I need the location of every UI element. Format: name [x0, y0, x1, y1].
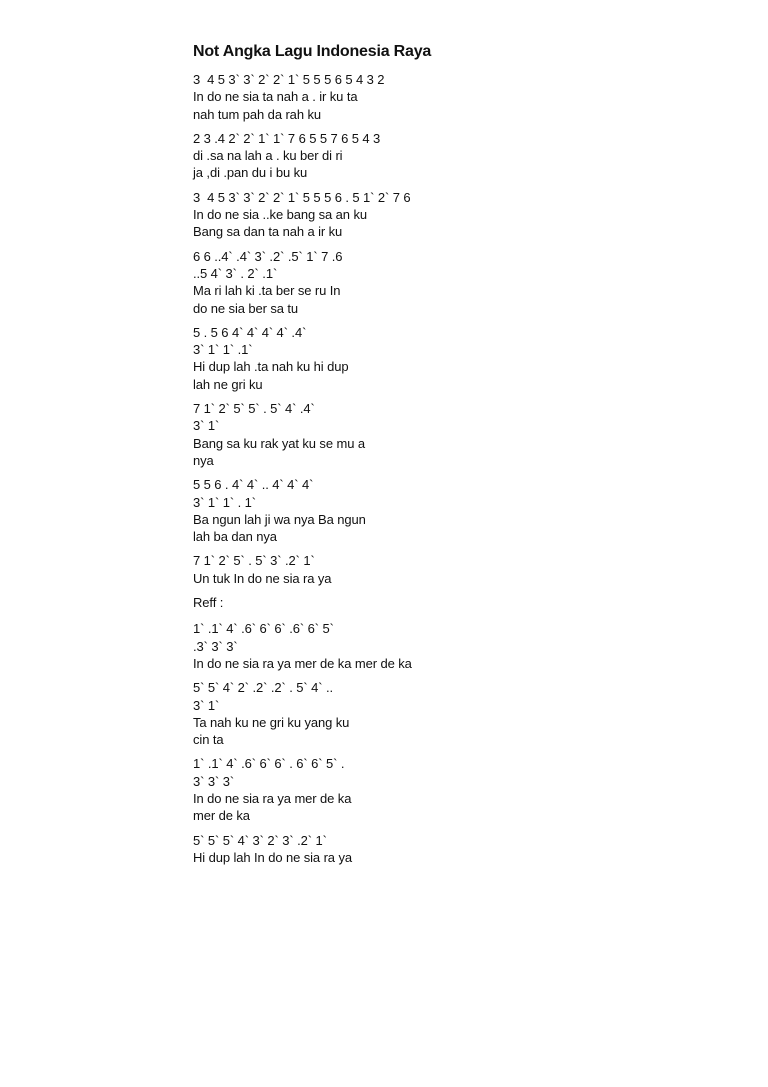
notation-line: 5 5 6 . 4` 4` .. 4` 4` 4`	[193, 477, 314, 493]
lyric-line: mer de ka	[193, 808, 250, 824]
lyric-line: Ba ngun lah ji wa nya Ba ngun	[193, 511, 366, 527]
song-sheet	[193, 42, 713, 873]
lyric-line: lah ne gri ku	[193, 376, 263, 392]
notation-line: 7 1` 2` 5` 5` . 5` 4` .4`	[193, 401, 315, 417]
lyric-line: cin ta	[193, 732, 224, 748]
notation-line: 3` 1`	[193, 697, 220, 713]
lyric-line: Bang sa dan ta nah a ir ku	[193, 224, 343, 240]
notation-line: 3` 3` 3`	[193, 773, 235, 789]
reff-label-block	[193, 594, 713, 611]
verse-6	[193, 400, 713, 469]
lyric-line: In do ne sia ra ya mer de ka mer de ka	[193, 655, 412, 671]
verse-7	[193, 476, 713, 545]
verse-8	[193, 552, 713, 587]
notation-line: ..5 4` 3` . 2` .1`	[193, 265, 278, 281]
notation-line: 5 . 5 6 4` 4` 4` 4` .4`	[193, 324, 307, 340]
verse-9	[193, 620, 713, 672]
lyric-line: Ma ri lah ki .ta ber se ru In	[193, 283, 341, 299]
lyric-line: Hi dup lah In do ne sia ra ya	[193, 849, 352, 865]
reff-label: Reff :	[193, 595, 224, 611]
verse-12	[193, 832, 713, 867]
lyric-line: nah tum pah da rah ku	[193, 106, 321, 122]
lyric-line: ja ,di .pan du i bu ku	[193, 165, 308, 181]
lyric-line: nya	[193, 452, 214, 468]
lyric-line: In do ne sia ra ya mer de ka	[193, 790, 352, 806]
lyric-line: Ta nah ku ne gri ku yang ku	[193, 714, 350, 730]
verse-5	[193, 324, 713, 393]
lyric-line: Bang sa ku rak yat ku se mu a	[193, 435, 365, 451]
lyric-line: lah ba dan nya	[193, 529, 277, 545]
lyric-line: do ne sia ber sa tu	[193, 300, 299, 316]
notation-line: .3` 3` 3`	[193, 638, 238, 654]
lyric-line: di .sa na lah a . ku ber di ri	[193, 148, 343, 164]
verse-2	[193, 130, 713, 182]
notation-line: 5` 5` 5` 4` 3` 2` 3` .2` 1`	[193, 832, 327, 848]
verse-4	[193, 248, 713, 317]
verse-10	[193, 679, 713, 748]
lyric-line: In do ne sia ta nah a . ir ku ta	[193, 89, 358, 105]
notation-line: 3` 1` 1` . 1`	[193, 494, 256, 510]
notation-line: 3 4 5 3` 3` 2` 2` 1` 5 5 5 6 5 4 3 2	[193, 72, 385, 87]
lyric-line: Hi dup lah .ta nah ku hi dup	[193, 359, 349, 375]
verse-3	[193, 189, 713, 241]
verse-1	[193, 71, 713, 123]
notation-line: 3` 1`	[193, 418, 220, 434]
notation-line: 7 1` 2` 5` . 5` 3` .2` 1`	[193, 553, 315, 569]
notation-line: 3 4 5 3` 3` 2` 2` 1` 5 5 5 6 . 5 1` 2` 7 6	[193, 189, 411, 205]
notation-line: 6 6 ..4` .4` 3` .2` .5` 1` 7 .6	[193, 248, 343, 264]
notation-line: 5` 5` 4` 2` .2` .2` . 5` 4` ..	[193, 680, 334, 696]
notation-line: 1` .1` 4` .6` 6` 6` .6` 6` 5`	[193, 621, 334, 637]
notation-line: 3` 1` 1` .1`	[193, 342, 253, 358]
lyric-line: In do ne sia ..ke bang sa an ku	[193, 207, 367, 223]
notation-line: 1` .1` 4` .6` 6` 6` . 6` 6` 5` .	[193, 756, 345, 772]
verse-11	[193, 755, 713, 824]
notation-line: 2 3 .4 2` 2` 1` 1` 7 6 5 5 7 6 5 4 3	[193, 130, 381, 146]
lyric-line: Un tuk In do ne sia ra ya	[193, 570, 332, 586]
page-title: Not Angka Lagu Indonesia Raya	[193, 43, 432, 60]
